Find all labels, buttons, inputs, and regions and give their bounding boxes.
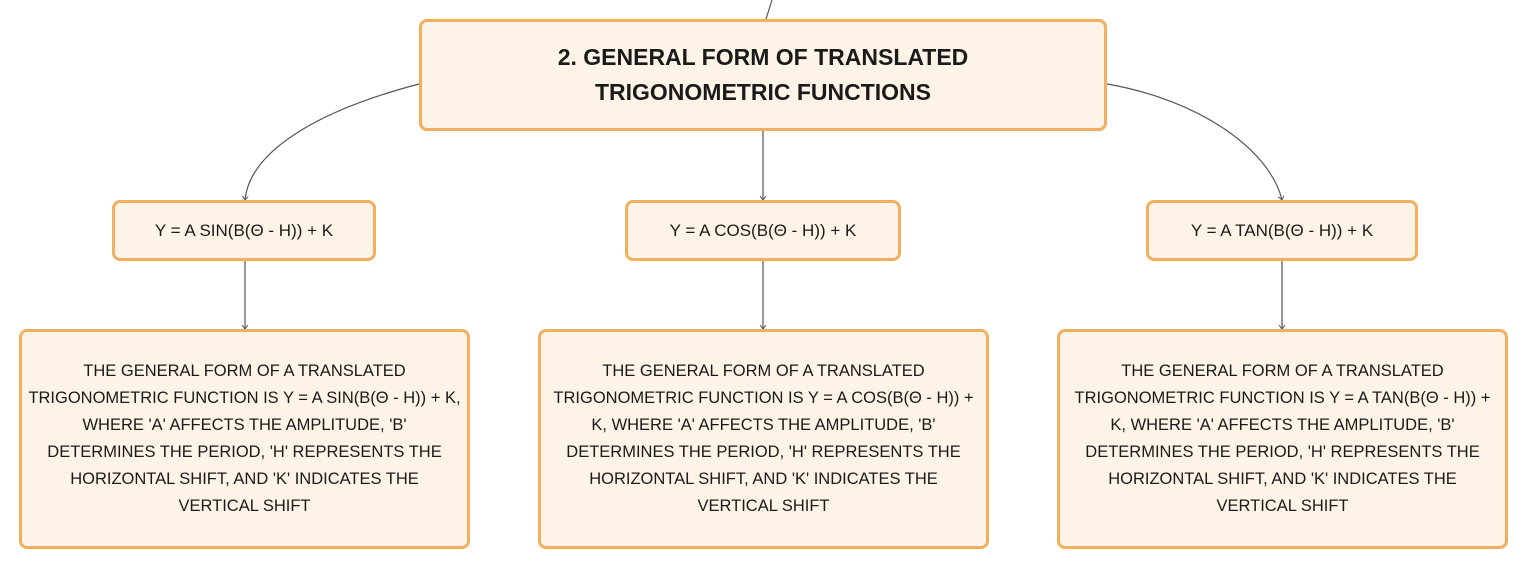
formula-node-label: Y = A COS(B(Θ - H)) + K — [669, 220, 857, 240]
description-node-text: THE GENERAL FORM OF A TRANSLATED TRIGONOMETRIC FUNCTION IS Y = A TAN(B(Θ - H)) + K, WHERE 'A' AFFECTS THE AMPLITUDE, 'B' DETERMINES THE PERIOD, 'H' REPRESENTS THE HORIZONTAL SHIFT, AND 'K' INDICATES THE VERTICAL SHIFT — [1074, 362, 1491, 515]
formula-node-sin[interactable] — [112, 200, 376, 261]
root-node[interactable] — [419, 19, 1107, 131]
formula-node-tan[interactable] — [1146, 200, 1418, 261]
description-node-cos[interactable] — [538, 329, 989, 549]
root-node-label: 2. GENERAL FORM OF TRANSLATED TRIGONOMETRIC FUNCTIONS — [557, 44, 969, 105]
description-node-text: THE GENERAL FORM OF A TRANSLATED TRIGONOMETRIC FUNCTION IS Y = A COS(B(Θ - H)) + K, WHERE 'A' AFFECTS THE AMPLITUDE, 'B' DETERMINES THE PERIOD, 'H' REPRESENTS THE HORIZONTAL SHIFT, AND 'K' INDICATES THE VERTICAL SHIFT — [553, 362, 974, 515]
description-node-tan[interactable] — [1057, 329, 1508, 549]
formula-node-label: Y = A TAN(B(Θ - H)) + K — [1190, 220, 1374, 240]
connector-root-to-sin — [245, 84, 419, 200]
formula-node-label: Y = A SIN(B(Θ - H)) + K — [154, 220, 334, 240]
formula-node-cos[interactable] — [625, 200, 901, 261]
description-node-text: THE GENERAL FORM OF A TRANSLATED TRIGONOMETRIC FUNCTION IS Y = A SIN(B(Θ - H)) + K, WHERE 'A' AFFECTS THE AMPLITUDE, 'B' DETERMINES THE PERIOD, 'H' REPRESENTS THE HORIZONTAL SHIFT, AND 'K' INDICATES THE VERTICAL SHIFT — [28, 362, 461, 515]
description-node-sin[interactable] — [19, 329, 470, 549]
incoming-connector — [766, 0, 772, 19]
connector-root-to-tan — [1107, 84, 1282, 200]
